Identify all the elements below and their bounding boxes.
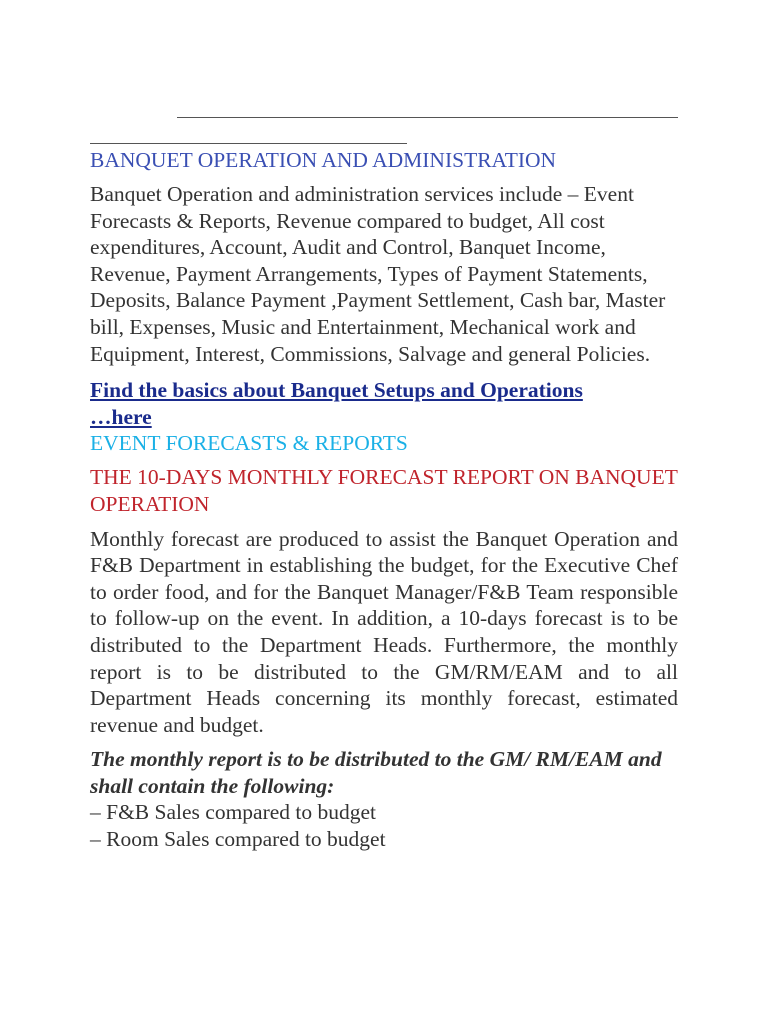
horizontal-rule-short (90, 143, 407, 144)
list-item: – Room Sales compared to budget (90, 827, 386, 852)
section-heading-banquet-operation: BANQUET OPERATION AND ADMINISTRATION (90, 148, 557, 172)
link-line-1[interactable]: Find the basics about Banquet Setups and Operations (90, 378, 583, 403)
list-item: – F&B Sales compared to budget (90, 800, 377, 825)
link-line-2[interactable]: …here (90, 404, 152, 429)
subheading-forecast-report: THE 10-DAYS MONTHLY FORECAST REPORT ON BANQUET OPERATION (90, 465, 678, 516)
horizontal-rule (177, 117, 678, 118)
document-body (90, 147, 678, 853)
banquet-setups-link[interactable] (90, 377, 678, 430)
emphasis-statement: The monthly report is to be distributed to the GM/ RM/EAM and shall contain the following: (90, 747, 662, 798)
forecast-paragraph: Monthly forecast are produced to assist the Banquet Operation and F&B Department in establishing the budget, for the Executive Chef to order food, and for the Banquet Manager/F&B Team responsible to follow-up on the event. In addition, a 10-days forecast is to be distributed to the Department Heads. Furthermore, the monthly report is to be distributed to the GM/RM/EAM and to all Department Heads concerning its monthly forecast, estimated revenue and budget. (90, 526, 678, 737)
section-heading-event-forecasts: EVENT FORECASTS & REPORTS (90, 431, 408, 456)
intro-paragraph: Banquet Operation and administration services include – Event Forecasts & Reports, Revenue compared to budget, All cost expenditures, Account, Audit and Control, Banquet Income, Revenue, Payment Arrangements, Types of Payment Statements, Deposits, Balance Payment ,Payment Settlement, Cash bar, Master bill, Expenses, Music and Entertainment, Mechanical work and Equipment, Interest, Commissions, Salvage and general Policies. (90, 182, 666, 366)
